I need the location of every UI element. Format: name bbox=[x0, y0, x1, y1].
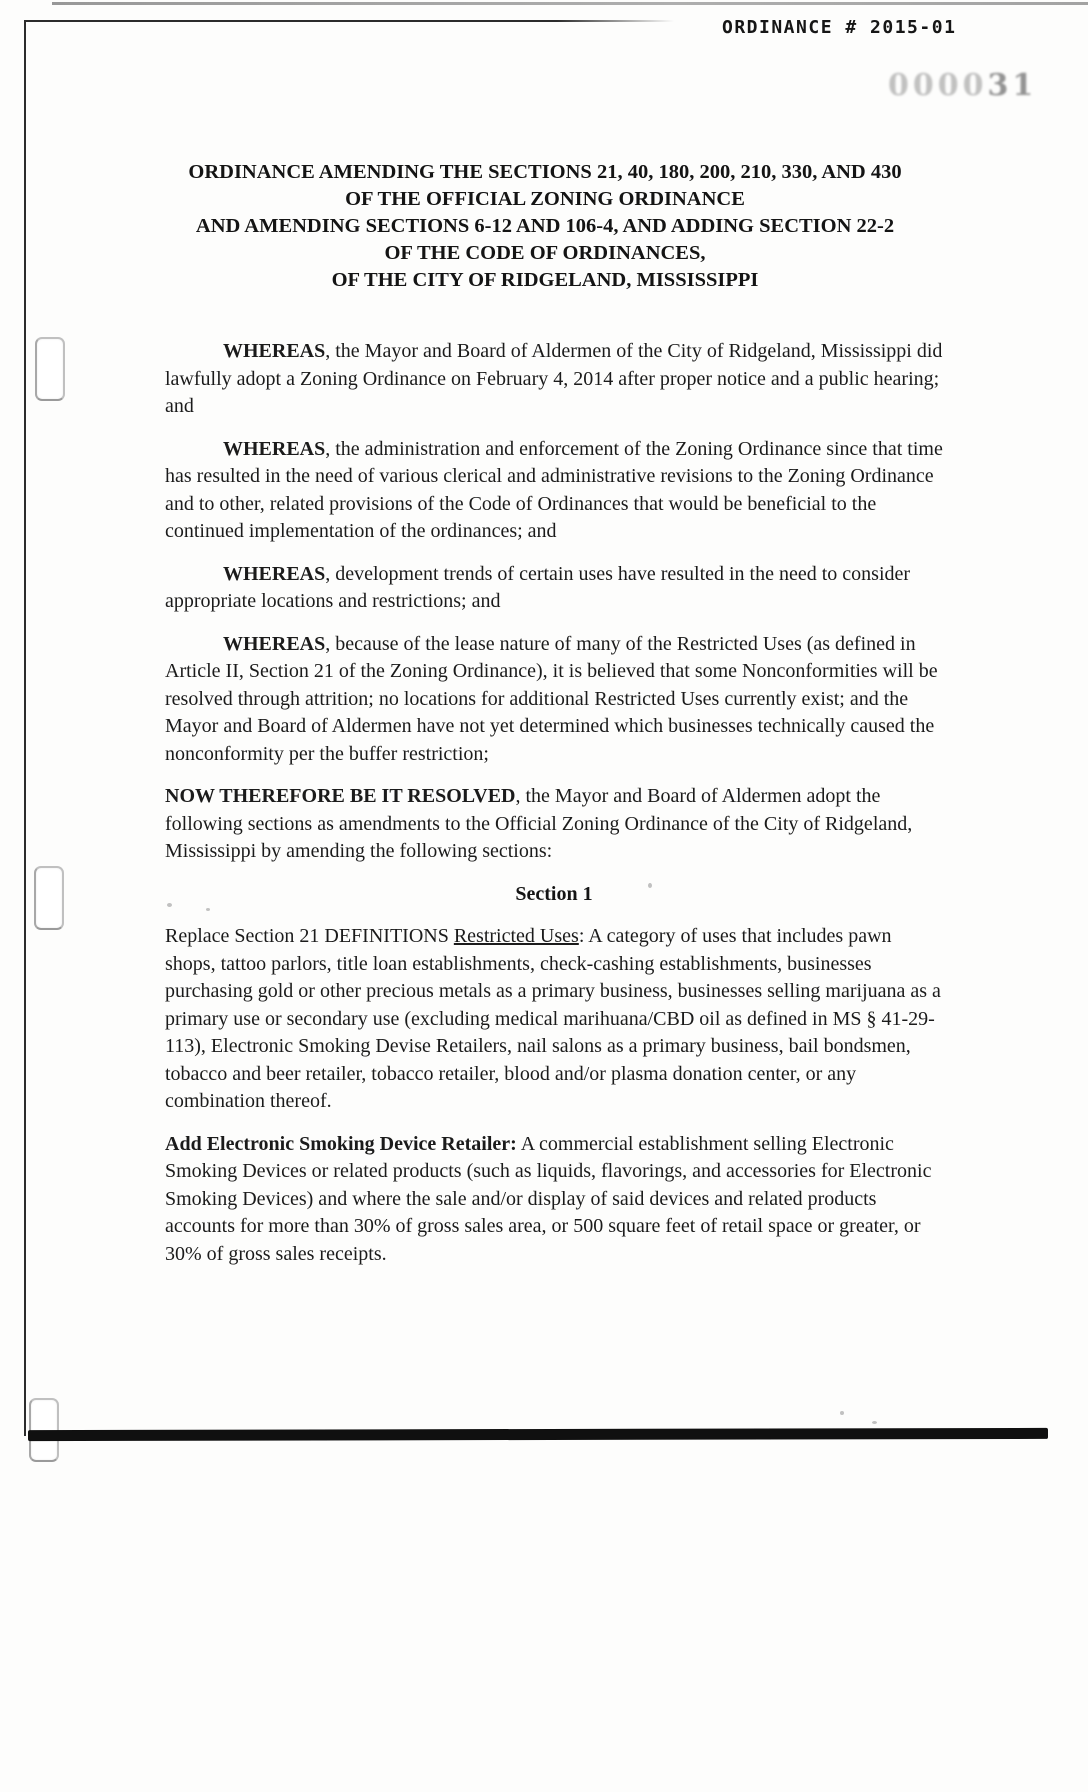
paragraph bbox=[165, 436, 943, 546]
paragraph-segment: : A category of uses that includes pawn shops, tattoo parlors, title loan establishments, check-cashing establishments, businesses purchasing gold or other precious metals as a primary business, businesses selling marijuana as a primary use or secondary use (excluding medical marihuana/CBD oil as defined in MS § 41-29-113), Electronic Smoking Devise Retailers, nail salons as a primary business, bail bondsmen, tobacco and beer retailer, tobacco retailer, blood and/or plasma donation center, or any combination thereof. bbox=[165, 925, 941, 1112]
title-line: OF THE CITY OF RIDGELAND, MISSISSIPPI bbox=[331, 269, 759, 291]
binder-hole-mark bbox=[34, 866, 64, 930]
scan-speck bbox=[167, 903, 172, 907]
paragraph-segment: , the administration and enforcement of the Zoning Ordinance since that time has resulted in the need of various clerical and administrative revisions to the Zoning Ordinance and to other, related provisions of the Code of Ordinances that would be beneficial to the continued implementation of the ordinances; and bbox=[165, 437, 943, 542]
section-heading: Section 1 bbox=[515, 882, 593, 905]
scan-speck bbox=[840, 1411, 844, 1415]
scan-speck bbox=[206, 908, 210, 911]
paragraph-segment: Add Electronic Smoking Device Retailer: bbox=[165, 1132, 517, 1155]
paragraph bbox=[165, 783, 943, 866]
paragraph-segment: NOW THEREFORE BE IT RESOLVED bbox=[165, 785, 516, 807]
scan-bottom-bar bbox=[28, 1428, 1048, 1441]
paragraph-segment: Replace Section 21 DEFINITIONS bbox=[165, 925, 454, 947]
paragraph-segment: A commercial establishment selling Electronic Smoking Devices or related products (such as liquids, flavorings, and accessories for Electronic Smoking Devices) and where the sale and/or display of said devices and related products accounts for more than 30% of gross sales area, or 500 square feet of retail space or greater, or 30% of gross sales receipts. bbox=[165, 1132, 932, 1265]
binder-hole-mark bbox=[35, 337, 65, 401]
paragraph-segment: WHEREAS bbox=[223, 437, 326, 460]
page-border-top bbox=[24, 20, 674, 22]
paragraph-segment: , because of the lease nature of many of the Restricted Uses (as defined in Article II, Section 21 of the Zoning Ordinance), it is believed that some Nonconformities will be resolved through attrition; no locations for additional Restricted Uses currently exist; and the Mayor and Board of Aldermen have not yet determined which businesses technically caused the nonconformity per the buffer restriction; bbox=[165, 632, 938, 765]
page-border-left bbox=[24, 20, 26, 1436]
paragraph-segment: WHEREAS bbox=[223, 632, 326, 655]
paragraph bbox=[165, 561, 943, 616]
document-title bbox=[150, 159, 940, 294]
paragraph bbox=[165, 923, 943, 1116]
scan-speck bbox=[648, 883, 652, 888]
paragraph-segment: , development trends of certain uses have resulted in the need to consider appropriate locations and restrictions; and bbox=[165, 562, 911, 612]
title-line: OF THE OFFICIAL ZONING ORDINANCE bbox=[345, 188, 745, 210]
paragraph bbox=[165, 1131, 943, 1269]
paragraph-segment: , the Mayor and Board of Aldermen of the City of Ridgeland, Mississippi did lawfully adopt a Zoning Ordinance on February 4, 2014 after proper notice and a public hearing; and bbox=[165, 340, 943, 417]
paragraph bbox=[165, 631, 943, 769]
title-line: ORDINANCE AMENDING THE SECTIONS 21, 40, 180, 200, 210, 330, AND 430 bbox=[188, 161, 902, 183]
scan-top-edge-line bbox=[52, 2, 1088, 5]
paragraph-segment: , the Mayor and Board of Aldermen adopt the following sections as amendments to the Official Zoning Ordinance of the City of Ridgeland, Mississippi by amending the following sections: bbox=[165, 785, 913, 862]
paragraph-segment: WHEREAS bbox=[223, 562, 326, 585]
ordinance-number: ORDINANCE # 2015-01 bbox=[722, 17, 957, 38]
paragraph-segment: Restricted Uses bbox=[453, 925, 579, 947]
scan-speck bbox=[872, 1421, 877, 1424]
stamp-faint-digits: 0000 bbox=[888, 68, 988, 103]
paragraph bbox=[165, 338, 943, 421]
title-line: AND AMENDING SECTIONS 6-12 AND 106-4, AND ADDING SECTION 22-2 bbox=[195, 215, 895, 237]
document-body bbox=[165, 338, 943, 1283]
title-line: OF THE CODE OF ORDINANCES, bbox=[384, 242, 706, 264]
paragraph-segment: WHEREAS bbox=[223, 340, 326, 362]
stamp-dark-digits: 31 bbox=[987, 68, 1038, 103]
stamp-number bbox=[888, 68, 1037, 103]
